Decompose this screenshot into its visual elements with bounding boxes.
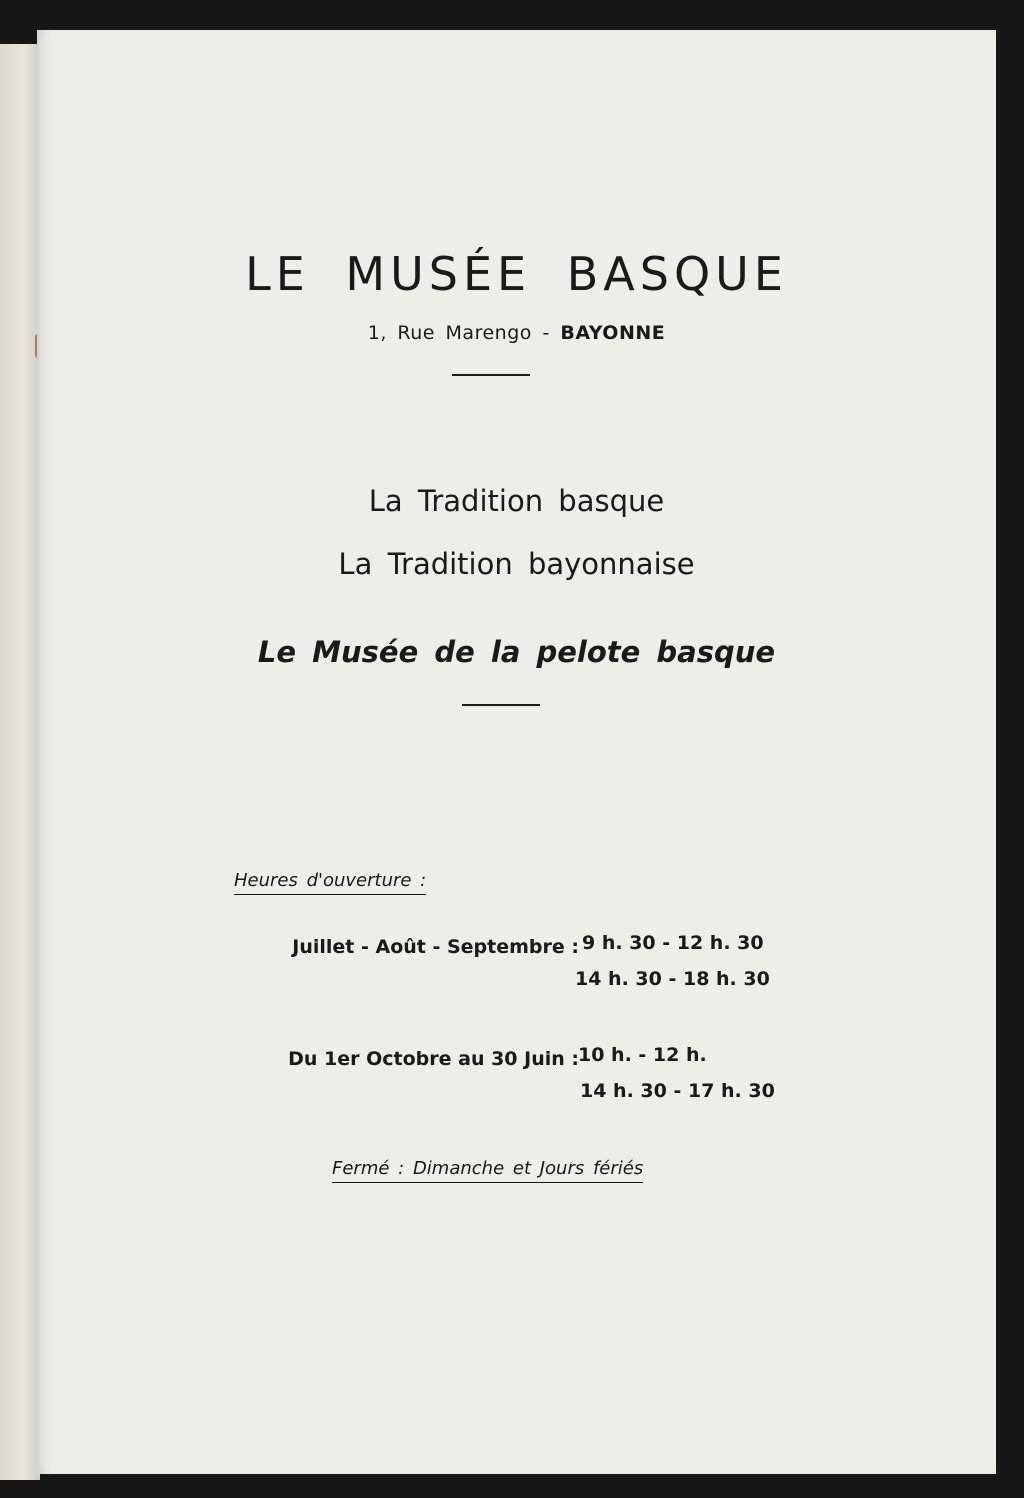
closed-days-note: Fermé : Dimanche et Jours fériés [332,1158,643,1183]
summer-season-label: Juillet - Août - Septembre : [292,936,579,958]
pelote-museum-line: Le Musée de la pelote basque [257,635,776,669]
winter-season-label: Du 1er Octobre au 30 Juin : [288,1048,579,1070]
summer-morning-hours: 9 h. 30 - 12 h. 30 [582,932,764,954]
address-line [37,322,996,344]
address-street: 1, Rue Marengo [367,322,532,344]
address-city: BAYONNE [560,322,666,344]
address-separator: - [542,322,550,344]
previous-page-edge [0,44,40,1480]
page-title: LE MUSÉE BASQUE [245,247,788,301]
winter-afternoon-hours: 14 h. 30 - 17 h. 30 [580,1080,775,1102]
brochure-page [37,30,996,1474]
winter-morning-hours: 10 h. - 12 h. [578,1044,707,1066]
tradition-basque: La Tradition basque [368,484,665,518]
summer-afternoon-hours: 14 h. 30 - 18 h. 30 [575,968,770,990]
tradition-bayonnaise: La Tradition bayonnaise [338,547,695,581]
divider-rule [452,374,530,376]
opening-hours-heading: Heures d'ouverture : [234,870,426,895]
divider-rule [462,704,540,706]
